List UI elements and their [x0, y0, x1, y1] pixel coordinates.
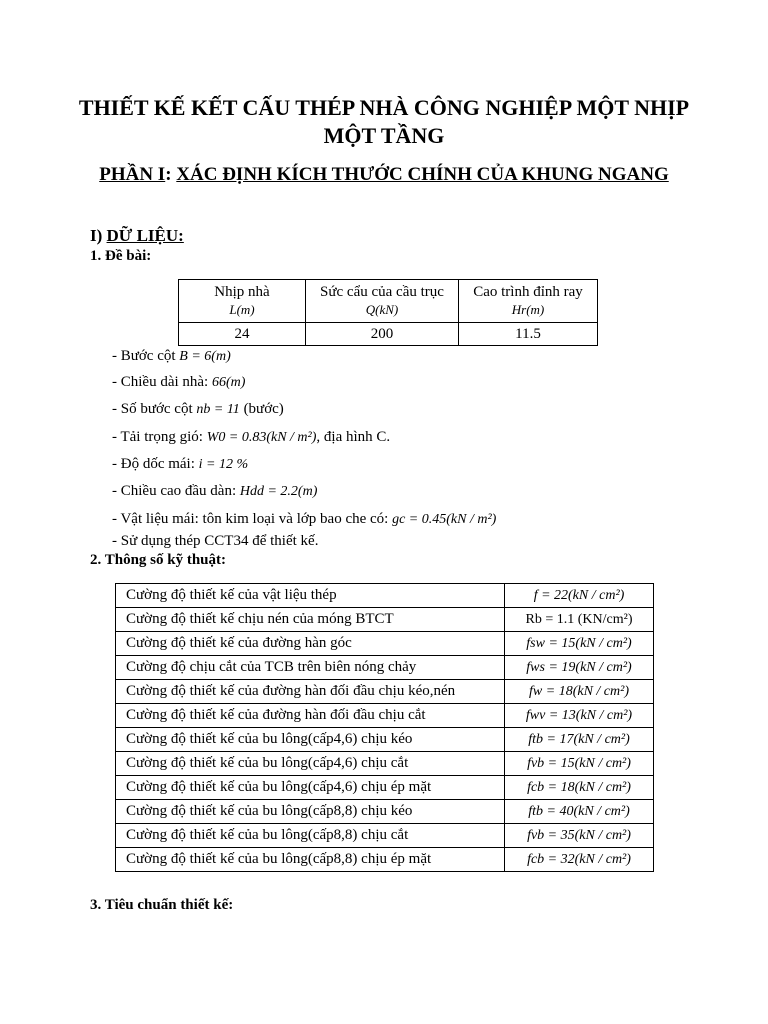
table-header-row	[179, 280, 598, 323]
table-row: Cường độ thiết kế của vật liệu thép f = 22(kN / cm²)	[116, 584, 654, 608]
table-row: Cường độ thiết kế của đường hàn đối đầu chịu cắt fwv = 13(kN / cm²)	[116, 704, 654, 728]
list-item: - Độ dốc mái: i = 12 %	[112, 456, 249, 472]
table-row: Cường độ chịu cắt của TCB trên biên nóng chảy fws = 19(kN / cm²)	[116, 656, 654, 680]
input-data-table	[178, 279, 598, 346]
table-row: Cường độ thiết kế của bu lông(cấp4,6) chịu kéo ftb = 17(kN / cm²)	[116, 728, 654, 752]
value-cell: 24	[179, 323, 306, 346]
section-name: DỮ LIỆU:	[106, 226, 184, 245]
part-name: XÁC ĐỊNH KÍCH THƯỚC CHÍNH CỦA KHUNG NGANG	[176, 164, 669, 185]
value-cell: 200	[306, 323, 459, 346]
table-row: Cường độ thiết kế của bu lông(cấp4,6) chịu ép mặt fcb = 18(kN / cm²)	[116, 776, 654, 800]
list-item: - Vật liệu mái: tôn kim loại và lớp bao che có: gc = 0.45(kN / m²)	[112, 511, 497, 527]
table-row: Cường độ thiết kế của đường hàn đối đầu chịu kéo,nén fw = 18(kN / cm²)	[116, 680, 654, 704]
subsection-3: 3. Tiêu chuẩn thiết kế:	[90, 897, 234, 913]
table-value-row	[179, 323, 598, 346]
list-item: - Chiều cao đầu dàn: Hdd = 2.2(m)	[112, 483, 318, 499]
table-row: Cường độ thiết kế của bu lông(cấp4,6) chịu cắt fvb = 15(kN / cm²)	[116, 752, 654, 776]
header-cell: Sức cẩu của cầu trục Q(kN)	[306, 280, 459, 323]
table-row: Cường độ thiết kế chịu nén của móng BTCT Rb = 1.1 (KN/cm²)	[116, 608, 654, 632]
table-row: Cường độ thiết kế của bu lông(cấp8,8) chịu cắt fvb = 35(kN / cm²)	[116, 824, 654, 848]
table-row: Cường độ thiết kế của bu lông(cấp8,8) chịu ép mặt fcb = 32(kN / cm²)	[116, 848, 654, 872]
value-cell: 11.5	[459, 323, 598, 346]
list-item: - Sử dụng thép CCT34 để thiết kế.	[112, 533, 319, 549]
table-row: Cường độ thiết kế của đường hàn góc fsw = 15(kN / cm²)	[116, 632, 654, 656]
list-item: - Bước cột B = 6(m)	[112, 348, 231, 364]
header-cell: Cao trình đỉnh ray Hr(m)	[459, 280, 598, 323]
document-title: THIẾT KẾ KẾT CẤU THÉP NHÀ CÔNG NGHIỆP MỘT NHỊP MỘT TẦNG	[78, 95, 690, 148]
subsection-1: 1. Đề bài:	[90, 248, 152, 264]
list-item: - Tải trọng gió: W0 = 0.83(kN / m²), địa hình C.	[112, 429, 391, 445]
section-heading	[90, 226, 184, 246]
part-prefix: PHẦN I	[99, 164, 166, 185]
list-item: - Chiều dài nhà: 66(m)	[112, 374, 246, 390]
list-item: - Số bước cột nb = 11 (bước)	[112, 401, 284, 417]
subsection-2: 2. Thông số kỹ thuật:	[90, 552, 227, 568]
part-colon: :	[165, 164, 172, 185]
spec-table	[115, 583, 654, 872]
header-cell: Nhịp nhà L(m)	[179, 280, 306, 323]
part-heading	[60, 162, 708, 188]
table-row: Cường độ thiết kế của bu lông(cấp8,8) chịu kéo ftb = 40(kN / cm²)	[116, 800, 654, 824]
section-number: I)	[90, 226, 107, 245]
